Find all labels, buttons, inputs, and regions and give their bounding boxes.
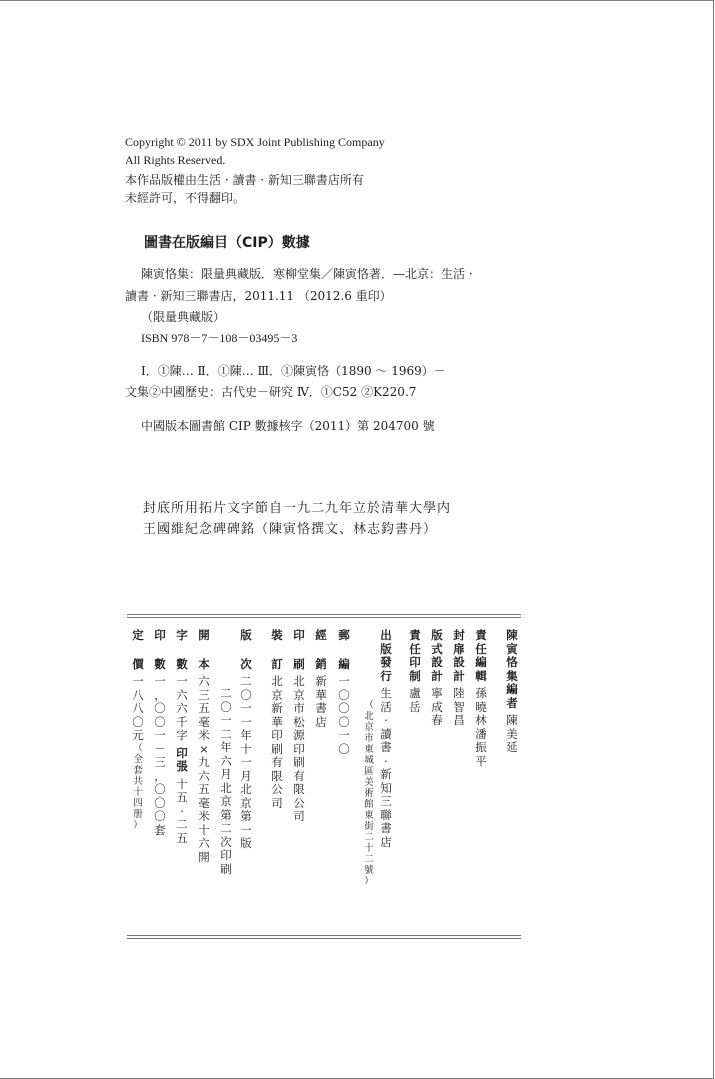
format-value [198,676,210,865]
vertical-glyph: 限 [271,768,283,783]
vertical-glyph: 〇 [338,714,350,729]
cip-entry-line-1: 陳寅恪集：限量典藏版．寒柳堂集／陳寅恪著．—北京：生活 · [141,267,473,281]
vertical-glyph: 套 [133,764,143,776]
colophon-col-print-supervisor [407,630,423,715]
vertical-glyph: 京 [293,687,305,702]
vertical-glyph: 封 [453,628,465,642]
vertical-glyph: 十 [198,822,210,837]
vertical-glyph: 〇 [154,701,166,715]
vertical-glyph: × [199,741,209,756]
sheets-value [176,776,188,847]
vertical-glyph: 寅 [506,641,518,656]
sheets-label [176,745,188,775]
vertical-glyph: 印 [176,745,188,760]
vertical-glyph: 三 [198,687,210,702]
colophon-col-publisher-address [361,630,377,888]
price-label [132,630,144,672]
colophon-bottom-rule-inner [127,935,521,936]
vertical-glyph: 數 [176,656,188,671]
vertical-glyph: 美 [364,777,374,788]
vertical-glyph: 聯 [380,807,392,822]
vertical-glyph: 春 [431,713,443,727]
binder-value [271,676,283,811]
price-note [133,744,143,832]
vertical-glyph: 讀 [380,726,392,741]
vertical-glyph: 一 [154,674,166,688]
colophon-col-layout-design [429,630,445,729]
vertical-glyph: · [180,803,184,818]
vertical-glyph: 六 [220,753,232,768]
vertical-glyph: 米 [198,728,210,742]
vertical-glyph: 扉 [453,641,465,656]
vertical-glyph: 印 [293,628,305,642]
vertical-glyph: 美 [506,726,518,741]
vertical-glyph: 編 [475,655,487,669]
vertical-glyph: 字 [176,728,188,742]
cover-note-line-1: 封底所用拓片文字節自一九二九年立於清華大學内 [143,501,452,516]
editor-label [506,630,518,711]
vertical-glyph: 共 [133,775,143,787]
vertical-glyph: 年 [240,728,252,742]
vertical-glyph: 一 [220,713,232,727]
layout-design-value [431,688,443,729]
vertical-glyph: 一 [338,674,350,688]
format-label [198,630,210,672]
vertical-glyph: 次 [220,834,232,849]
vertical-glyph: 式 [431,641,443,656]
vertical-glyph: 毫 [198,795,210,810]
vertical-glyph: 〇 [154,714,166,729]
vertical-glyph: 定 [132,628,144,642]
vertical-glyph: 店 [315,714,327,729]
vertical-glyph: 一 [240,822,252,837]
colophon-col-binder [269,630,285,811]
vertical-glyph: 陸 [453,686,465,700]
copyright-line: Copyright © 2011 by SDX Joint Publishing Company [125,135,385,149]
vertical-glyph: 〇 [132,714,144,729]
vertical-glyph: 二 [240,674,252,688]
binder-label [271,630,283,672]
vertical-glyph: 北 [240,782,252,796]
vertical-glyph: 生 [380,686,392,700]
vertical-glyph: 智 [453,699,465,714]
vertical-glyph: 書 [380,821,392,835]
vertical-glyph: 松 [293,714,305,729]
vertical-glyph: 新 [315,674,327,688]
colophon-col-editor [504,630,520,756]
vertical-glyph: 二 [220,821,232,835]
vertical-glyph: 北 [364,711,374,722]
vertical-glyph: 米 [198,809,210,823]
edition-label [240,630,252,672]
no-reprint-line: 未經許可，不得翻印。 [125,191,246,205]
colophon-col-price [130,630,146,832]
vertical-glyph: 陳 [506,628,518,642]
vertical-glyph: 訂 [271,656,283,671]
vertical-glyph: 有 [293,768,305,783]
vertical-glyph: 曉 [475,699,487,714]
responsible-editor-value [475,688,487,769]
vertical-glyph: 限 [293,782,305,796]
colophon-col-format [196,630,212,865]
vertical-glyph: 經 [315,628,327,642]
vertical-glyph: 十 [364,843,374,854]
vertical-glyph: 孫 [475,686,487,700]
vertical-glyph: 月 [220,767,232,781]
colophon-col-postcode [336,630,352,757]
vertical-glyph: 行 [380,668,392,683]
vertical-glyph: 岳 [409,699,421,714]
publisher-label [380,630,392,684]
price-value [132,676,144,744]
vertical-glyph: 制 [409,668,421,683]
vertical-glyph: 成 [431,699,443,714]
colophon-col-responsible-editor [473,630,489,769]
vertical-glyph: 本 [198,656,210,671]
printer-label [293,630,305,672]
vertical-glyph: 東 [364,744,374,755]
vertical-glyph: 盧 [409,686,421,700]
vertical-glyph: 有 [271,755,283,769]
vertical-glyph: 郵 [338,628,350,642]
vertical-glyph: 陳 [506,713,518,727]
vertical-glyph: 十 [176,776,188,791]
vertical-glyph: 知 [380,780,392,795]
vertical-glyph: 開 [198,628,210,642]
colophon-col-printrun [152,630,168,838]
vertical-glyph: 司 [293,809,305,823]
vertical-glyph: 計 [453,668,465,683]
printrun-value [154,676,166,838]
edition-value-2 [220,688,232,877]
vertical-glyph: 〇 [154,795,166,810]
vertical-glyph: 版 [380,641,392,656]
vertical-glyph: 〇 [220,699,232,714]
vertical-glyph: 城 [364,755,374,766]
vertical-glyph: ） [364,876,374,887]
vertical-glyph: （ [133,742,143,754]
vertical-glyph: 任 [409,641,421,656]
vertical-glyph: 五 [176,790,188,804]
vertical-glyph: 一 [154,728,166,742]
printrun-label [154,630,166,672]
colophon-col-printer [291,630,307,825]
vertical-glyph: 〇 [240,687,252,702]
rights-reserved-line: All Rights Reserved. [125,153,226,167]
vertical-glyph: 二 [364,832,374,843]
vertical-glyph: 八 [132,701,144,715]
vertical-glyph: 平 [475,753,487,768]
vertical-glyph: 編 [506,682,518,696]
vertical-glyph: 毫 [198,714,210,729]
vertical-glyph: 一 [240,755,252,769]
vertical-glyph: 八 [132,687,144,702]
vertical-glyph: 責 [475,628,487,642]
vertical-glyph: 昌 [453,713,465,727]
vertical-glyph: 六 [198,836,210,850]
cover-note-line-2: 王國維紀念碑碑銘（陳寅恪撰文、林志鈞書丹） [143,522,438,537]
vertical-glyph: 二 [176,817,188,831]
vertical-glyph: 一 [132,674,144,688]
vertical-glyph: 華 [271,714,283,729]
vertical-glyph: 印 [293,741,305,756]
vertical-glyph: （ [364,700,374,711]
vertical-glyph: 號 [364,865,374,876]
vertical-glyph: 〇 [338,701,350,715]
vertical-glyph: 設 [453,655,465,669]
vertical-glyph: 區 [364,766,374,777]
vertical-glyph: 全 [133,753,143,765]
vertical-glyph: 出 [380,628,392,642]
vertical-glyph: 〇 [154,782,166,796]
vertical-glyph: 五 [176,830,188,845]
colophon-bottom-rule [127,938,521,939]
postcode-label [338,630,350,672]
vertical-glyph: 二 [220,686,232,700]
vertical-glyph: 市 [293,701,305,715]
vertical-glyph: 寧 [431,686,443,700]
vertical-glyph: 京 [240,795,252,810]
publisher-value [380,688,392,850]
cover-design-label [453,630,465,684]
vertical-glyph: ） [133,819,143,831]
vertical-glyph: 店 [380,834,392,849]
vertical-glyph: 潘 [475,726,487,741]
vertical-glyph: 開 [198,849,210,864]
vertical-glyph: 京 [271,687,283,702]
vertical-glyph: 刷 [293,755,305,769]
vertical-glyph: 計 [431,668,443,683]
vertical-glyph: 北 [220,780,232,795]
print-supervisor-label [409,630,421,684]
vertical-glyph: 二 [220,726,232,741]
vertical-glyph: 公 [271,782,283,796]
library-note: 中國版本圖書館 CIP 數據核字（2011）第 204700 號 [141,419,435,433]
vertical-glyph: 編 [338,656,350,671]
vertical-glyph: 印 [154,628,166,642]
publisher-address [364,701,374,888]
vertical-glyph: 册 [133,808,143,820]
vertical-glyph: 發 [380,655,392,669]
vertical-glyph: 字 [176,628,188,642]
vertical-glyph: 版 [240,836,252,850]
vertical-glyph: 套 [154,822,166,837]
vertical-glyph: 術 [364,788,374,799]
vertical-glyph: 北 [271,674,283,688]
vertical-glyph: 恪 [506,655,518,669]
vertical-glyph: 九 [198,755,210,769]
vertical-glyph: 京 [220,794,232,808]
vertical-glyph: 年 [220,740,232,754]
postcode-value [338,676,350,757]
vertical-glyph: 京 [364,722,374,733]
vertical-glyph: 第 [220,807,232,822]
vertical-glyph: 設 [431,655,443,669]
vertical-glyph: 輯 [475,668,487,683]
vertical-glyph: 二 [364,854,374,865]
vertical-glyph: 活 [380,699,392,714]
vertical-glyph: 六 [198,768,210,783]
colophon-col-distributor [313,630,329,730]
vertical-glyph: 張 [176,759,188,773]
vertical-glyph: 千 [176,714,188,729]
vertical-glyph: 市 [364,733,374,744]
distributor-label [315,630,327,672]
vertical-glyph: · [384,753,388,768]
vertical-glyph: 裝 [271,628,283,642]
vertical-glyph: 東 [364,810,374,821]
vertical-glyph: 價 [132,656,144,671]
vertical-glyph: 責 [409,628,421,642]
print-supervisor-value [409,688,421,715]
vertical-glyph: 次 [240,656,252,671]
colophon-col-publisher [378,630,394,850]
cip-entry-line-2: 讀書 · 新知三聯書店，2011.11 （2012.6 重印） [125,289,392,303]
vertical-glyph: 一 [240,714,252,729]
editor-value [506,715,518,756]
vertical-glyph: · [384,713,388,727]
vertical-glyph: 六 [176,687,188,702]
vertical-glyph: 華 [315,687,327,702]
vertical-glyph: － [154,741,166,756]
distributor-value [315,676,327,730]
cip-series-line: （限量典藏版） [141,310,226,324]
cip-title: 圖書在版編目（CIP）數據 [144,235,310,251]
vertical-glyph: 林 [475,713,487,727]
vertical-glyph: 銷 [315,656,327,671]
vertical-glyph: 源 [293,728,305,742]
colophon-col-cover-design [451,630,467,729]
layout-design-label [431,630,443,684]
vertical-glyph: 五 [198,782,210,796]
vertical-glyph: 刷 [293,656,305,671]
vertical-glyph: 數 [154,656,166,671]
wordcount-value [176,676,188,744]
vertical-glyph: 印 [271,728,283,742]
wordcount-label [176,630,188,672]
responsible-editor-label [475,630,487,684]
printer-value [293,676,305,825]
cip-subjects-line-1: Ⅰ．①陳… Ⅱ．①陳… Ⅲ．①陳寅恪（1890 ～ 1969）－ [141,364,446,378]
vertical-glyph: 三 [380,794,392,808]
vertical-glyph: 館 [364,799,374,810]
vertical-glyph: 北 [293,674,305,688]
vertical-glyph: 者 [506,695,518,710]
vertical-glyph: 一 [176,674,188,688]
vertical-glyph: 〇 [154,809,166,823]
vertical-glyph: 印 [409,655,421,669]
vertical-glyph: ， [154,687,166,702]
copyright-holder-line: 本作品版權由生活 · 讀書 · 新知三聯書店所有 [125,173,364,187]
vertical-glyph: 司 [271,795,283,810]
vertical-glyph: 六 [198,674,210,688]
vertical-glyph: 十 [133,786,143,798]
vertical-glyph: 新 [271,701,283,715]
colophon-col-wordcount [174,630,190,846]
vertical-glyph: 一 [338,728,350,742]
vertical-glyph: 版 [240,628,252,642]
vertical-glyph: 公 [293,795,305,810]
vertical-glyph: 振 [475,740,487,754]
vertical-glyph: 一 [240,701,252,715]
vertical-glyph: 刷 [220,861,232,876]
vertical-glyph: 版 [431,628,443,642]
vertical-glyph: 十 [240,741,252,756]
colophon-top-rule-inner [127,617,521,618]
isbn: ISBN 978－7－108－03495－3 [141,331,298,345]
vertical-glyph: 延 [506,740,518,754]
vertical-glyph: 集 [506,668,518,683]
vertical-glyph: 四 [133,797,143,809]
vertical-glyph: 〇 [338,741,350,756]
vertical-glyph: 書 [315,701,327,715]
vertical-glyph: 刷 [271,741,283,756]
vertical-glyph: 任 [475,641,487,656]
vertical-glyph: 第 [240,809,252,823]
vertical-glyph: 元 [132,728,144,742]
vertical-glyph: 六 [176,701,188,715]
vertical-glyph: 印 [220,848,232,862]
vertical-glyph: 月 [240,768,252,783]
colophon-col-edition [238,630,254,852]
colophon-col-edition-2 [218,630,234,877]
cover-design-value [453,688,465,729]
vertical-glyph: 書 [380,740,392,754]
cip-subjects-line-2: 文集②中國歷史：古代史－研究 Ⅳ．①C52 ②K220.7 [125,385,417,399]
vertical-glyph: ， [154,768,166,783]
colophon-top-rule [127,614,521,615]
edition-value [240,676,252,852]
vertical-glyph: 〇 [338,687,350,702]
vertical-glyph: 三 [154,755,166,769]
vertical-glyph: 新 [380,767,392,781]
vertical-glyph: 街 [364,821,374,832]
vertical-glyph: 五 [198,701,210,715]
